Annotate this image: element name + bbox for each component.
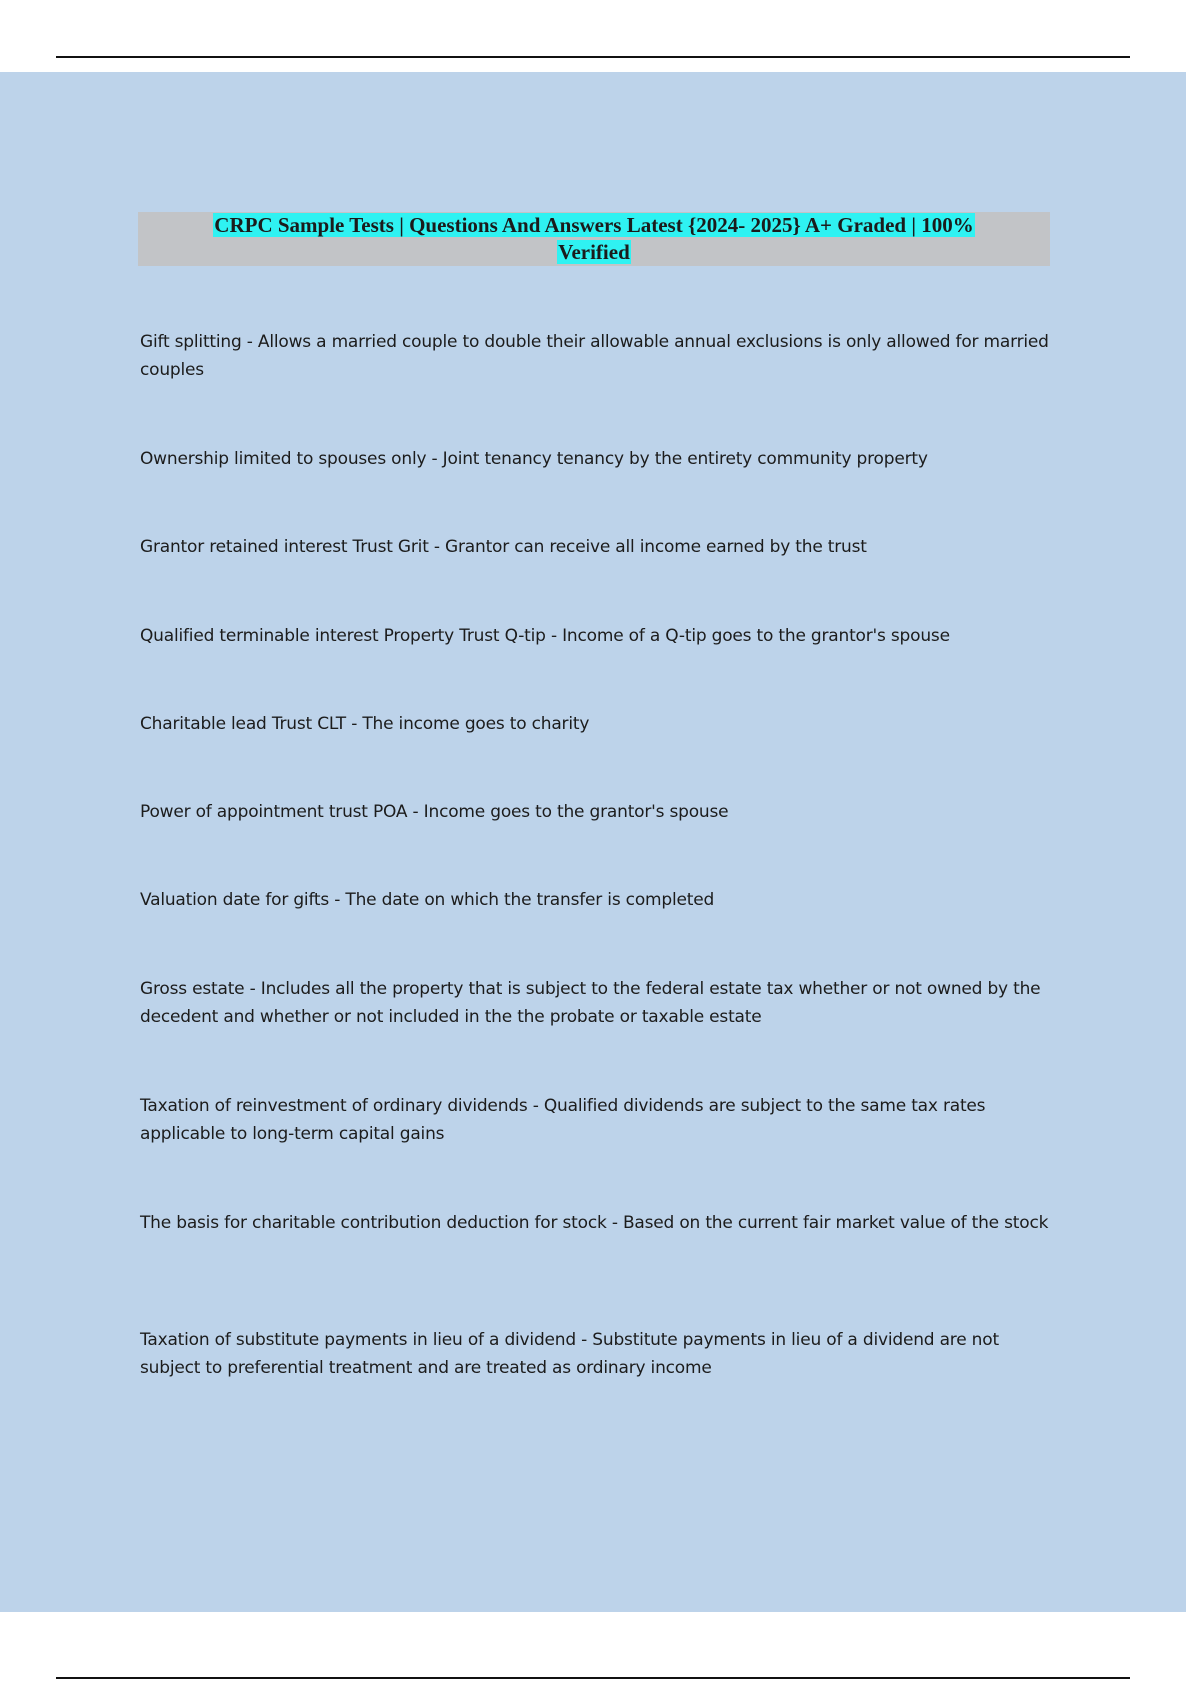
top-rule [56, 56, 1130, 58]
qa-item-substitute-payments: Taxation of substitute payments in lieu of a dividend - Substitute payments in lieu of a dividend are not subject to preferential treatment and are treated as ordinary income [140, 1330, 999, 1378]
qa-item-gross-estate: Gross estate - Includes all the property that is subject to the federal estate tax whether or not owned by the decedent and whether or not included in the the probate or taxable estate [140, 979, 1041, 1027]
title-line-2: Verified [558, 240, 630, 264]
qa-item-grit: Grantor retained interest Trust Grit - Grantor can receive all income earned by the trust [140, 537, 867, 557]
qa-item-ordinary-dividends: Taxation of reinvestment of ordinary dividends - Qualified dividends are subject to the same tax rates applicable to long-term capital gains [140, 1096, 986, 1144]
qa-item-qtip: Qualified terminable interest Property Trust Q-tip - Income of a Q-tip goes to the grantor's spouse [140, 626, 950, 646]
qa-item-gift-splitting: Gift splitting - Allows a married couple to double their allowable annual exclusions is only allowed for married couples [140, 332, 1049, 380]
qa-item-valuation-date: Valuation date for gifts - The date on which the transfer is completed [140, 890, 715, 910]
document-title [138, 212, 1050, 266]
qa-item-ownership-spouses: Ownership limited to spouses only - Joint tenancy tenancy by the entirety community property [140, 449, 928, 469]
qa-item-poa: Power of appointment trust POA - Income goes to the grantor's spouse [140, 802, 729, 822]
bottom-rule [56, 1677, 1130, 1679]
qa-item-charitable-stock: The basis for charitable contribution deduction for stock - Based on the current fair market value of the stock [140, 1213, 1049, 1233]
qa-item-clt: Charitable lead Trust CLT - The income goes to charity [140, 714, 590, 734]
title-line-1: CRPC Sample Tests | Questions And Answers Latest {2024- 2025} A+ Graded | 100% [214, 213, 974, 237]
